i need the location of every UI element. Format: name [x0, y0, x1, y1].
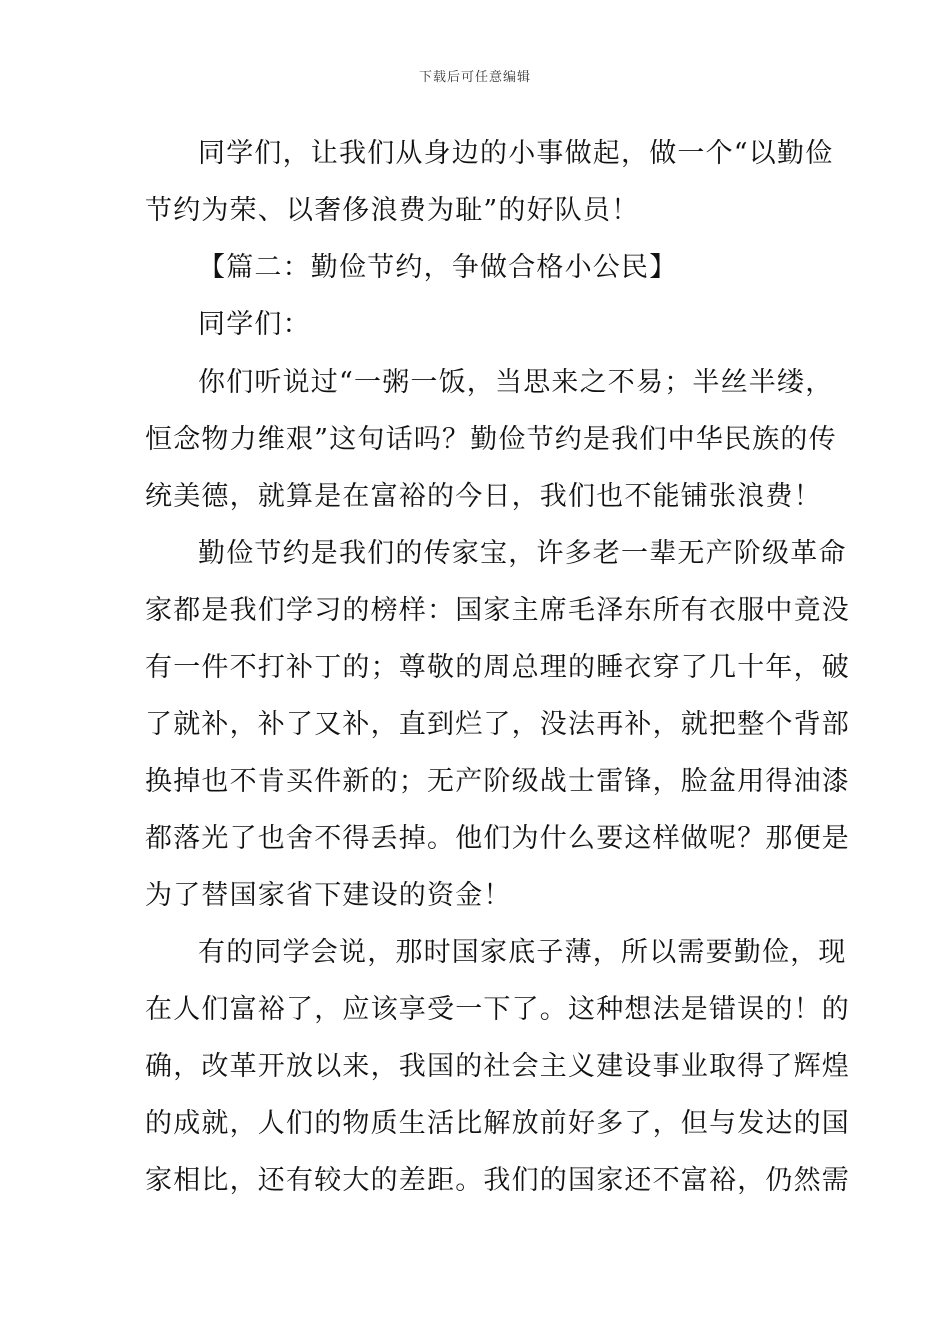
text-line: 为了替国家省下建设的资金！ — [145, 880, 512, 911]
text-line: 在人们富裕了，应该享受一下了。这种想法是错误的！的 — [145, 994, 850, 1025]
header-note: 下载后可任意编辑 — [418, 70, 531, 85]
text-line: 有一件不打补丁的；尊敬的周总理的睡衣穿了几十年，破 — [145, 652, 850, 683]
text-line: 恒念物力维艰”这句话吗？勤俭节约是我们中华民族的传 — [145, 424, 837, 455]
text-line: 有的同学会说，那时国家底子薄，所以需要勤俭，现 — [198, 937, 847, 968]
salutation: 同学们： — [198, 309, 311, 340]
text-line: 的成就，人们的物质生活比解放前好多了，但与发达的国 — [145, 1108, 850, 1139]
section-heading: 【篇二：勤俭节约，争做合格小公民】 — [198, 252, 678, 283]
text-line: 家相比，还有较大的差距。我们的国家还不富裕，仍然需 — [145, 1165, 850, 1196]
text-line: 确，改革开放以来，我国的社会主义建设事业取得了辉煌 — [145, 1051, 850, 1082]
text-line: 换掉也不肯买件新的；无产阶级战士雷锋，脸盆用得油漆 — [145, 766, 850, 797]
text-line: 都落光了也舍不得丢掉。他们为什么要这样做呢？那便是 — [145, 823, 850, 854]
text-line: 家都是我们学习的榜样：国家主席毛泽东所有衣服中竟没 — [145, 595, 850, 626]
text-line: 统美德，就算是在富裕的今日，我们也不能铺张浪费！ — [145, 481, 822, 512]
text-line: 你们听说过“一粥一饭，当思来之不易；半丝半缕， — [198, 367, 834, 398]
text-line: 勤俭节约是我们的传家宝，许多老一辈无产阶级革命 — [198, 538, 847, 569]
text-line: 节约为荣、以奢侈浪费为耻”的好队员！ — [145, 195, 640, 226]
text-line: 了就补，补了又补，直到烂了，没法再补，就把整个背部 — [145, 709, 850, 740]
text-line: 同学们，让我们从身边的小事做起，做一个“以勤俭 — [198, 138, 834, 169]
